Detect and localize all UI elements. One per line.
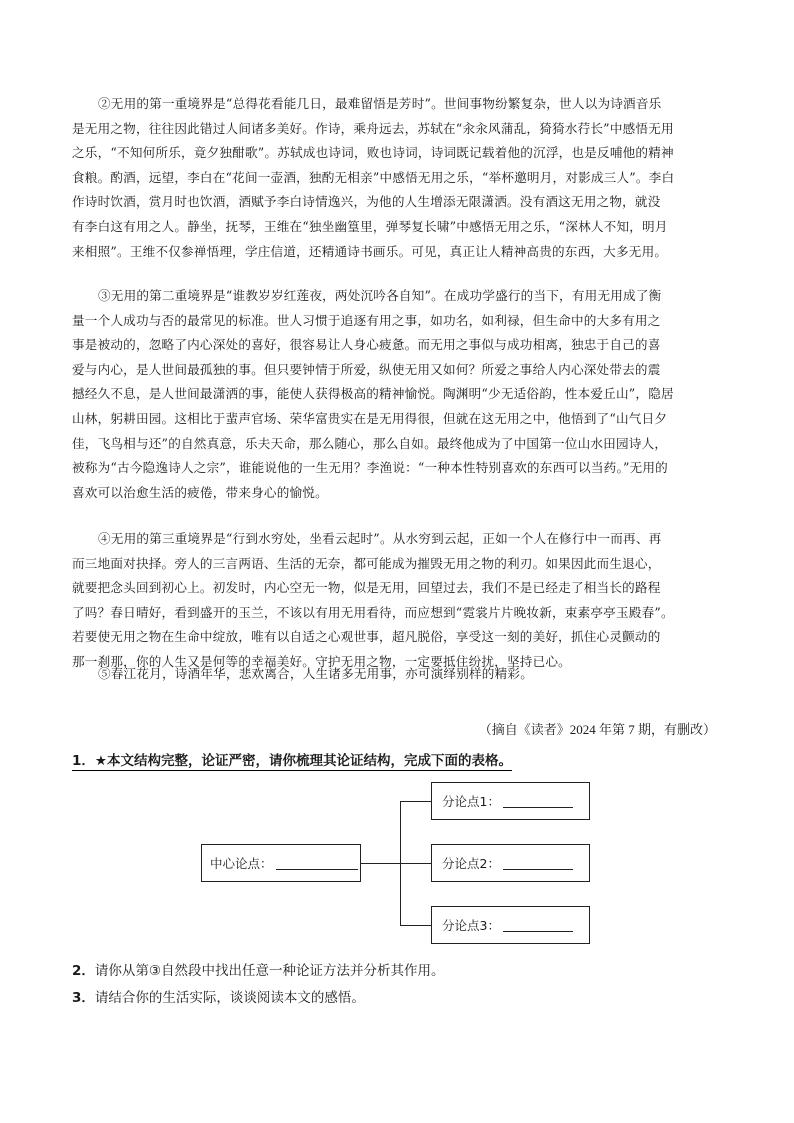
argument-structure-diagram xyxy=(197,779,597,949)
text-line: 来相照”。王维不仅参禅悟理，学庄信道，还精通诗书画乐。可见，真正让人精神高贵的东西，大多无用。 xyxy=(72,243,668,259)
sub-argument-1-box[interactable] xyxy=(431,782,590,820)
paragraph-3 xyxy=(72,284,720,505)
central-thesis-label: 中心论点： xyxy=(210,856,273,871)
question-text: 请你从第③自然段中找出任意一种论证方法并分析其作用。 xyxy=(94,963,445,979)
connector-line xyxy=(400,863,431,864)
text-line: 作诗时饮酒，赏月时也饮酒，酒赋予李白诗情逸兴，为他的人生增添无限潇洒。没有酒这无用之物，就没 xyxy=(72,194,661,210)
text-line: 若要使无用之物在生命中绽放，唯有以自适之心观世事，超凡脱俗，享受这一刻的美好，抓住心灵颤动的 xyxy=(72,629,661,645)
question-number: 3． xyxy=(72,990,95,1006)
text-line: 就要把念头回到初心上。初发时，内心空无一物，似是无用，回望过去，我们不是已经走了相当长的路程 xyxy=(72,580,661,596)
connector-line xyxy=(400,925,431,926)
sub-argument-label: 分论点1： xyxy=(442,794,500,809)
text-line: 是无用之物，往往因此错过人间诸多美好。作诗，乘舟远去，苏轼在“汆汆风蒲乱，猗猗水荇长”中感悟无用 xyxy=(72,120,674,136)
question-number: 2． xyxy=(72,963,95,979)
answer-blank[interactable] xyxy=(503,795,573,808)
text-line: 爱与内心，是人世间最孤独的事。但只要钟情于所爱，纵使无用又如何？所爱之事给人内心深处带去的震 xyxy=(72,361,661,377)
paragraph-5 xyxy=(72,662,720,687)
text-line: 喜欢可以治愈生活的疲倦，带来身心的愉悦。 xyxy=(72,484,328,500)
answer-blank[interactable] xyxy=(503,857,573,870)
sub-argument-label: 分论点3： xyxy=(442,918,500,933)
text-line: ②无用的第一重境界是“总得花看能几日，最难留悟是芳时”。世间事物纷繁复杂，世人以为诗酒音乐 xyxy=(98,96,662,111)
text-line: 了吗？春日晴好，看到盛开的玉兰，不该以有用无用看待，而应想到“霓裳片片晚妆新，束素亭亭玉殿春”。 xyxy=(72,604,674,620)
paragraph-2 xyxy=(72,92,720,264)
answer-blank[interactable] xyxy=(503,919,573,932)
text-line: 而三地面对抉择。旁人的三言两语、生活的无奈，都可能成为摧毁无用之物的利刃。如果因此而生退心， xyxy=(72,555,661,571)
text-line: 佳，飞鸟相与还”的自然真意，乐夫天命，那么随心，那么自如。最终他成为了中国第一位山水田园诗人， xyxy=(72,435,668,451)
source-citation: （摘自《读者》2024 年第 7 期，有删改） xyxy=(478,722,716,737)
connector-line xyxy=(361,863,401,864)
text-line: 那一刹那，你的人生又是何等的幸福美好。守护无用之物，一定要抵住纷扰，坚持已心。 xyxy=(72,653,571,669)
question-number: 1． xyxy=(72,753,95,769)
sub-argument-2-box[interactable] xyxy=(431,844,590,882)
sub-argument-label: 分论点2： xyxy=(442,856,500,871)
text-line: ③无用的第二重境界是“谁教岁岁红莲夜，两处沉吟各自知”。在成功学盛行的当下，有用无用成了衡 xyxy=(98,288,662,303)
text-line: 撼经久不息，是人世间最潇洒的事，能使人获得极高的精神愉悦。陶渊明“少无适俗韵，性本爱丘山”，隐居 xyxy=(72,386,674,402)
sub-argument-3-box[interactable] xyxy=(431,906,590,944)
question-text: ★本文结构完整，论证严密，请你梳理其论证结构，完成下面的表格。 xyxy=(94,753,513,769)
text-line: 之乐，“不知何所乐，竟夕独酣歌”。苏轼成也诗词，败也诗词，诗词既记载着他的沉浮，也是反哺他的精神 xyxy=(72,145,674,161)
text-line: 量一个人成功与否的最常见的标准。世人习惯于追逐有用之事，如功名，如利禄，但生命中的大多有用之 xyxy=(72,312,661,328)
text-line: 事是被动的，忽略了内心深处的喜好，很容易让人身心疲惫。而无用之事似与成功相离，独忠于自己的喜 xyxy=(72,337,661,353)
question-1 xyxy=(72,749,512,771)
text-line: 被称为“古今隐逸诗人之宗”，谁能说他的一生无用？李渔说：“一种本性特别喜欢的东西可以当药。”无用的 xyxy=(72,460,668,476)
text-line: 食粮。酌酒，远望，李白在“花间一壶酒，独酌无相亲”中感悟无用之乐，“举杯邀明月，对影成三人”。李白 xyxy=(72,169,675,185)
answer-blank[interactable] xyxy=(276,857,358,870)
connector-line xyxy=(400,801,431,802)
text-line: ⑤春江花月，诗酒年华，悲欢离合，人生诸多无用事，亦可演绎别样的精彩。 xyxy=(98,666,533,681)
text-line: ④无用的第三重境界是“行到水穷处，坐看云起时”。从水穷到云起，正如一个人在修行中一而再、再 xyxy=(98,531,662,546)
question-2 xyxy=(72,959,445,979)
text-line: 有李白这有用之人。静坐，抚琴，王维在“独坐幽篁里，弹琴复长啸”中感悟无用之乐，“深林人不知，明月 xyxy=(72,218,668,234)
central-thesis-box[interactable] xyxy=(201,844,361,882)
text-line: 山林，躬耕田园。这相比于蜚声官场、荣华富贵实在是无用得很，但就在这无用之中，他悟到了“山气日夕 xyxy=(72,410,668,426)
question-text: 请结合你的生活实际，谈谈阅读本文的感悟。 xyxy=(94,990,365,1006)
paragraph-4 xyxy=(72,527,720,675)
question-3 xyxy=(72,986,365,1006)
